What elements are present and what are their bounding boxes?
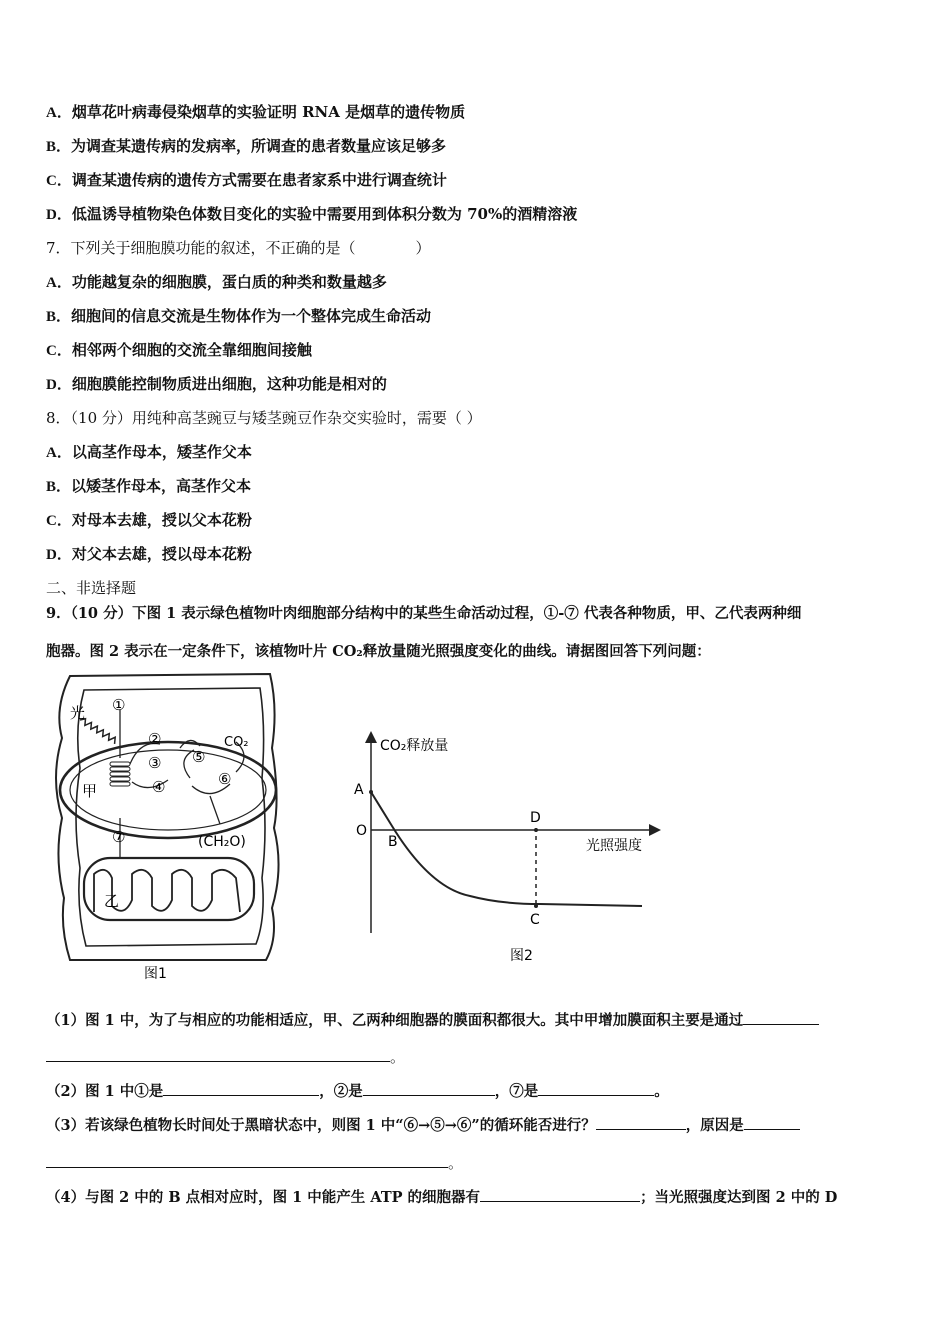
option-letter: D． bbox=[46, 377, 72, 393]
sub-question-3-b: ，原因是 bbox=[685, 1117, 744, 1134]
answer-blank-3c[interactable] bbox=[46, 1152, 448, 1168]
thylakoid-stack bbox=[110, 762, 130, 786]
label-c: C bbox=[530, 912, 540, 928]
q6-option-a bbox=[46, 102, 465, 123]
option-letter: B． bbox=[46, 139, 72, 155]
option-letter: C． bbox=[46, 343, 72, 359]
option-text: 烟草花叶病毒侵染烟草的实验证明 RNA 是烟草的遗传物质 bbox=[71, 103, 466, 121]
q8-option-d bbox=[46, 544, 252, 565]
mitochondrion bbox=[84, 858, 254, 920]
sub-question-3-end: 。 bbox=[448, 1154, 464, 1172]
sub-question-1-end: 。 bbox=[390, 1048, 406, 1066]
sub-question-3-cont bbox=[46, 1152, 463, 1173]
answer-blank-3a[interactable] bbox=[596, 1114, 686, 1130]
co2-label: CO₂ bbox=[224, 735, 249, 750]
label-a: A bbox=[354, 782, 364, 798]
yi-label: 乙 bbox=[104, 892, 120, 910]
answer-blank-2b[interactable] bbox=[363, 1080, 495, 1096]
option-letter: D． bbox=[46, 207, 72, 223]
option-letter: B． bbox=[46, 309, 72, 325]
q7-option-c bbox=[46, 340, 312, 361]
option-letter: D． bbox=[46, 547, 72, 563]
q9-stem-line2: 胞器。图 2 表示在一定条件下，该植物叶片 CO₂释放量随光照强度变化的曲线。请据图回答下列问题： bbox=[46, 643, 711, 660]
option-text: 调查某遗传病的遗传方式需要在患者家系中进行调查统计 bbox=[71, 171, 447, 189]
ch2o-label: (CH₂O) bbox=[198, 834, 246, 850]
sub-question-2-c: ，⑦是 bbox=[494, 1083, 539, 1100]
sub-question-2-a: （2）图 1 中①是 bbox=[46, 1083, 164, 1100]
option-text: 低温诱导植物染色体数目变化的实验中需要用到体积分数为 70%的酒精溶液 bbox=[71, 205, 578, 223]
section-title: 二、非选择题 bbox=[46, 579, 137, 597]
sub-question-4 bbox=[46, 1186, 837, 1208]
sub-question-4-a: （4）与图 2 中的 B 点相对应时，图 1 中能产生 ATP 的细胞器有 bbox=[46, 1189, 481, 1206]
q8-option-a bbox=[46, 442, 252, 463]
q7-stem: 7．下列关于细胞膜功能的叙述，不正确的是（ ） bbox=[46, 239, 431, 257]
q8-option-b bbox=[46, 476, 251, 497]
option-letter: A． bbox=[46, 445, 72, 461]
answer-blank-1a[interactable] bbox=[743, 1009, 819, 1025]
sub-question-3 bbox=[46, 1114, 800, 1136]
label-6: ⑥ bbox=[218, 770, 232, 788]
label-o: O bbox=[356, 823, 368, 839]
figure-2-caption: 图2 bbox=[510, 948, 533, 964]
light-label: 光 bbox=[70, 704, 86, 722]
sub-question-1-cont bbox=[46, 1046, 405, 1067]
q7-option-b bbox=[46, 306, 431, 327]
option-text: 对母本去雄，授以父本花粉 bbox=[71, 511, 252, 529]
q7-option-d bbox=[46, 374, 387, 395]
option-letter: C． bbox=[46, 513, 72, 529]
option-letter: A． bbox=[46, 105, 72, 121]
option-text: 细胞间的信息交流是生物体作为一个整体完成生命活动 bbox=[71, 307, 432, 325]
chloroplast-inner bbox=[70, 750, 266, 830]
option-letter: B． bbox=[46, 479, 72, 495]
answer-blank-2a[interactable] bbox=[163, 1080, 319, 1096]
point-d bbox=[534, 828, 538, 832]
label-4: ④ bbox=[152, 778, 166, 796]
q8-stem: 8．（10 分）用纯种高茎豌豆与矮茎豌豆作杂交实验时，需要（ ） bbox=[46, 409, 482, 427]
answer-blank-2c[interactable] bbox=[538, 1080, 654, 1096]
sub-question-1-text: （1）图 1 中，为了与相应的功能相适应，甲、乙两种细胞器的膜面积都很大。其中甲增加膜面积主要是通过 bbox=[46, 1012, 744, 1029]
label-2: ② bbox=[148, 730, 162, 748]
cell-wall bbox=[56, 674, 279, 960]
label-1: ① bbox=[112, 696, 126, 714]
jia-label: 甲 bbox=[82, 782, 98, 800]
label-7: ⑦ bbox=[112, 828, 126, 846]
label-3: ③ bbox=[148, 754, 162, 772]
figure-1-caption: 图1 bbox=[144, 966, 167, 982]
sub-question-1 bbox=[46, 1009, 819, 1031]
sub-question-4-b: ；当光照强度达到图 2 中的 D bbox=[640, 1189, 838, 1206]
point-a bbox=[369, 790, 373, 794]
y-axis-label: CO₂释放量 bbox=[380, 738, 449, 754]
q7-option-a bbox=[46, 272, 387, 293]
option-letter: A． bbox=[46, 275, 72, 291]
option-letter: C． bbox=[46, 173, 72, 189]
sub-question-3-a: （3）若该绿色植物长时间处于黑暗状态中，则图 1 中“⑥→⑤→⑥”的循环能否进行？ bbox=[46, 1117, 596, 1134]
answer-blank-1b[interactable] bbox=[46, 1046, 390, 1062]
option-text: 对父本去雄，授以母本花粉 bbox=[71, 545, 252, 563]
option-text: 以矮茎作母本，高茎作父本 bbox=[71, 477, 252, 495]
figure-1-cell-diagram bbox=[40, 668, 285, 984]
label-b: B bbox=[388, 834, 398, 850]
label-5: ⑤ bbox=[192, 748, 206, 766]
option-text: 相邻两个细胞的交流全靠细胞间接触 bbox=[71, 341, 312, 359]
option-text: 细胞膜能控制物质进出细胞，这种功能是相对的 bbox=[71, 375, 387, 393]
x-axis-label: 光照强度 bbox=[586, 838, 642, 854]
figure-2-co2-chart bbox=[340, 728, 670, 968]
sub-question-2-end: 。 bbox=[654, 1083, 669, 1100]
answer-blank-3b[interactable] bbox=[744, 1114, 800, 1130]
label-d: D bbox=[530, 810, 541, 826]
option-text: 功能越复杂的细胞膜，蛋白质的种类和数量越多 bbox=[71, 273, 387, 291]
q6-option-c bbox=[46, 170, 447, 191]
answer-blank-4a[interactable] bbox=[480, 1186, 640, 1202]
q6-option-b bbox=[46, 136, 446, 157]
sub-question-2 bbox=[46, 1080, 669, 1102]
sub-question-2-b: ，②是 bbox=[319, 1083, 363, 1100]
q8-option-c bbox=[46, 510, 252, 531]
q9-stem-line1: 9．（10 分）下图 1 表示绿色植物叶肉细胞部分结构中的某些生命活动过程，①-⑦ 代表各种物质，甲、乙代表两种细 bbox=[46, 605, 802, 622]
option-text: 为调查某遗传病的发病率，所调查的患者数量应该足够多 bbox=[71, 137, 447, 155]
option-text: 以高茎作母本，矮茎作父本 bbox=[71, 443, 252, 461]
q6-option-d bbox=[46, 204, 577, 225]
point-c bbox=[534, 904, 538, 908]
